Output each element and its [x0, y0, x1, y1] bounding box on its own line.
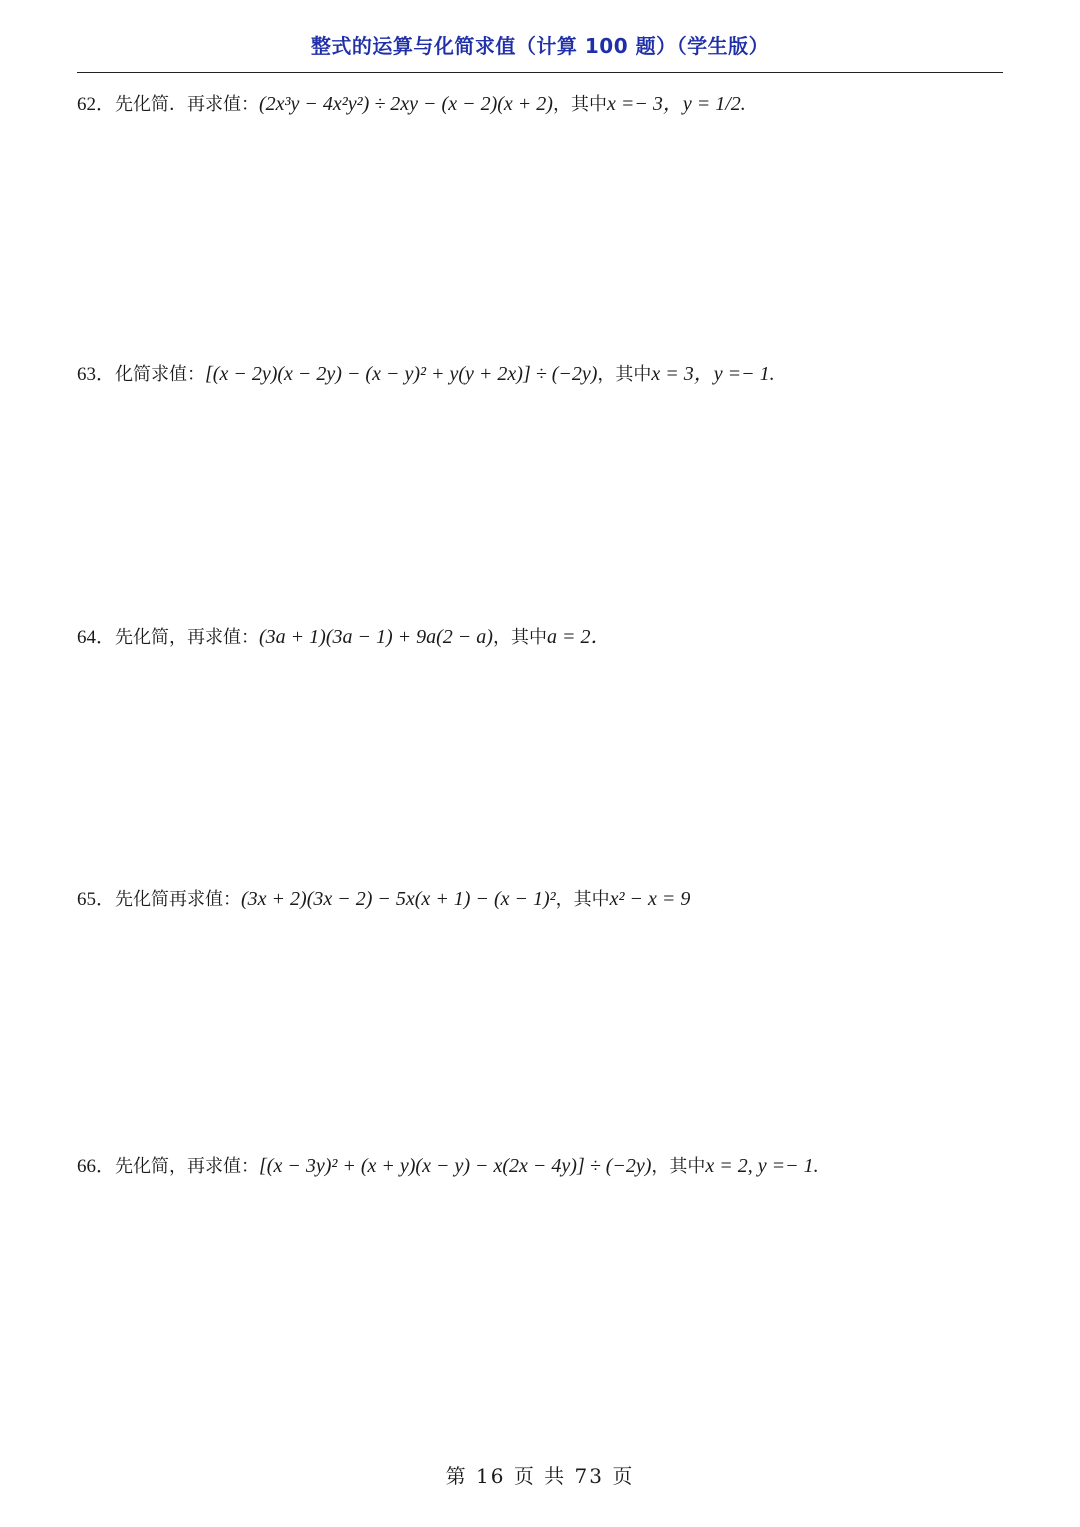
problem-condition: a = 2． — [546, 626, 611, 648]
problem-expression: [(x − 2y)(x − 2y) − (x − y)² + y(y + 2x)] ÷ (−2y) — [205, 363, 598, 385]
problem-number: 65． — [77, 889, 116, 910]
page-number: 第 16 页 共 73 页 — [445, 1464, 635, 1488]
problem-number: 62． — [77, 94, 116, 115]
problem-condition: x =− 3，y = 1/2. — [606, 93, 746, 115]
problem-instruction: 先化简，再求值： — [115, 1156, 260, 1177]
problem-64 — [77, 623, 610, 652]
problem-instruction: 先化简再求值： — [115, 889, 242, 910]
document-title: 整式的运算与化简求值（计算 100 题）（学生版） — [310, 34, 770, 58]
header-divider — [77, 72, 1003, 73]
condition-prefix: ，其中 — [651, 1156, 706, 1177]
problem-number: 66． — [77, 1156, 116, 1177]
problem-expression: (3a + 1)(3a − 1) + 9a(2 − a) — [259, 626, 493, 648]
problem-instruction: 先化简．再求值： — [115, 94, 260, 115]
condition-prefix: ，其中 — [597, 364, 652, 385]
problem-expression: [(x − 3y)² + (x + y)(x − y) − x(2x − 4y)] ÷ (−2y) — [259, 1155, 652, 1177]
problem-62 — [77, 90, 746, 119]
problem-condition: x = 2, y =− 1. — [705, 1155, 819, 1177]
condition-prefix: ，其中 — [492, 627, 547, 648]
problem-expression: (3x + 2)(3x − 2) − 5x(x + 1) − (x − 1)² — [241, 888, 556, 910]
problem-65 — [77, 885, 690, 914]
problem-number: 64． — [77, 627, 116, 648]
condition-prefix: ，其中 — [555, 889, 610, 910]
problem-63 — [77, 360, 775, 389]
problem-condition: x = 3，y =− 1. — [651, 363, 775, 385]
problem-instruction: 先化简，再求值： — [115, 627, 260, 648]
condition-prefix: ，其中 — [552, 94, 607, 115]
problem-expression: (2x³y − 4x²y²) ÷ 2xy − (x − 2)(x + 2) — [259, 93, 553, 115]
problem-66 — [77, 1152, 819, 1181]
problem-number: 63． — [77, 364, 116, 385]
problem-instruction: 化简求值： — [115, 364, 206, 385]
problem-condition: x² − x = 9 — [609, 888, 691, 910]
